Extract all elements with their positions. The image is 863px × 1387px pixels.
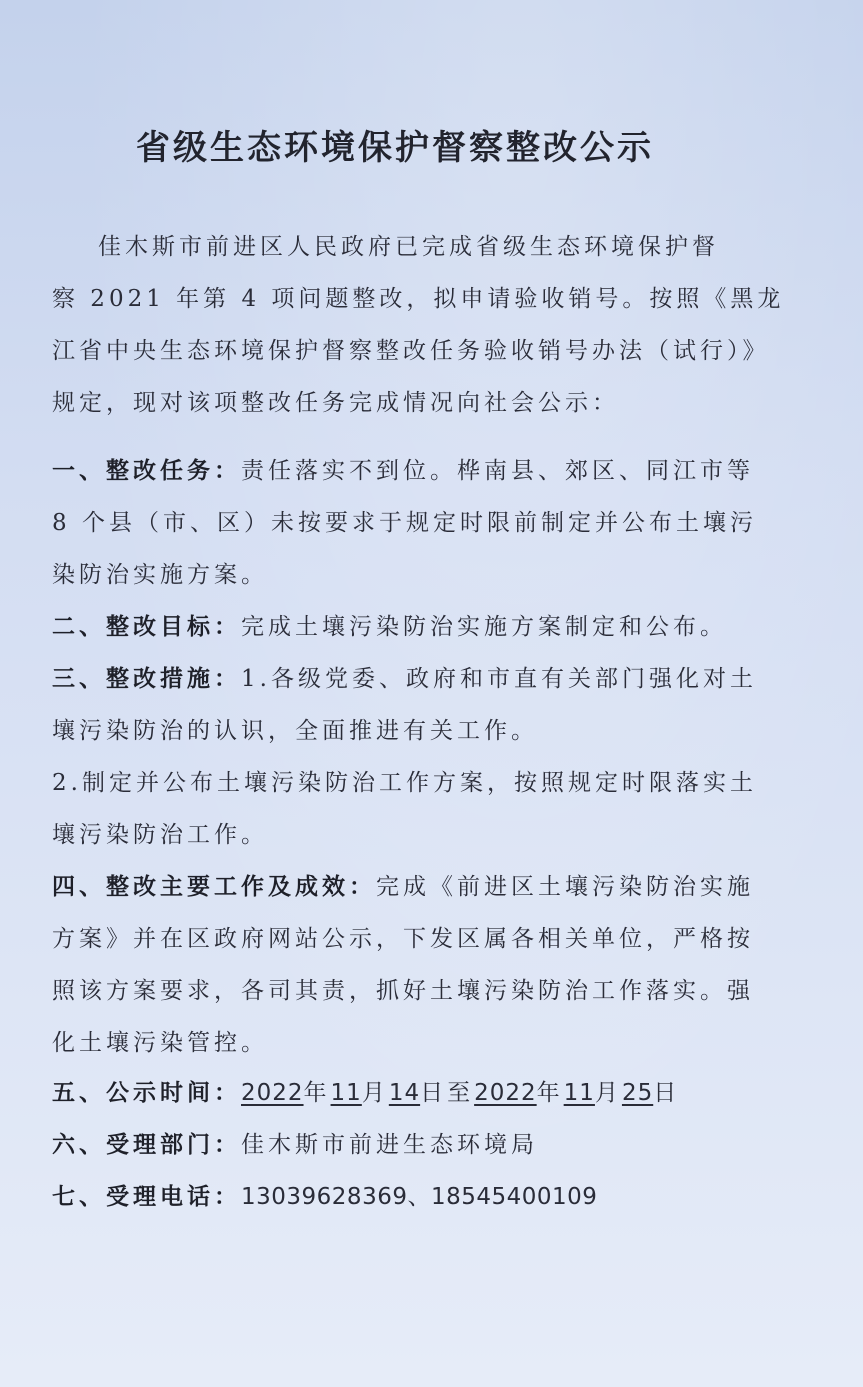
- start-year: 2022: [241, 1080, 304, 1106]
- section-4-line-2: 方案》并在区政府网站公示，下发区属各相关单位，严格按: [52, 926, 754, 952]
- phone-numbers: 13039628369、18545400109: [241, 1184, 598, 1210]
- section-1-line-3: 染防治实施方案。: [52, 562, 268, 588]
- section-2-text: 完成土壤污染防治实施方案制定和公布。: [241, 614, 727, 640]
- intro-line-2: 察 2021 年第 4 项问题整改，拟申请验收销号。按照《黑龙: [52, 286, 785, 312]
- intro-line-3: 江省中央生态环境保护督察整改任务验收销号办法（试行）》: [52, 338, 770, 364]
- year-char-1: 年: [303, 1080, 331, 1106]
- section-7-line: [52, 1182, 752, 1212]
- end-day: 25: [621, 1080, 654, 1106]
- section-1-text: 责任落实不到位。桦南县、郊区、同江市等: [241, 458, 754, 484]
- section-3-line-3: 2.制定并公布土壤污染防治工作方案，按照规定时限落实土: [52, 770, 757, 796]
- section-1-label: 一、整改任务：: [52, 458, 241, 484]
- section-4-label: 四、整改主要工作及成效：: [52, 874, 376, 900]
- start-day: 14: [388, 1080, 421, 1106]
- section-3-line-1: [52, 664, 757, 694]
- section-2-line: [52, 612, 752, 642]
- intro-line-4: 规定，现对该项整改任务完成情况向社会公示：: [52, 390, 619, 416]
- section-1-line-2: 8 个县（市、区）未按要求于规定时限前制定并公布土壤污: [52, 510, 757, 536]
- section-4-line-1: [52, 872, 752, 902]
- year-char-2: 年: [536, 1080, 564, 1106]
- section-2-label: 二、整改目标：: [52, 614, 241, 640]
- month-char-1: 月: [361, 1080, 389, 1106]
- section-3-line-2: 壤污染防治的认识，全面推进有关工作。: [52, 718, 538, 744]
- section-1-line-1: [52, 456, 752, 486]
- section-3-line-4: 壤污染防治工作。: [52, 822, 268, 848]
- to-char: 日至: [420, 1080, 475, 1106]
- section-3-label: 三、整改措施：: [52, 666, 241, 692]
- section-3-text: 1.各级党委、政府和市直有关部门强化对土: [241, 666, 757, 692]
- section-6-label: 六、受理部门：: [52, 1132, 241, 1158]
- start-month: 11: [330, 1080, 362, 1106]
- section-4-line-3: 照该方案要求，各司其责，抓好土壤污染防治工作落实。强: [52, 978, 754, 1004]
- end-year: 2022: [474, 1080, 537, 1106]
- section-5-label: 五、公示时间：: [52, 1080, 241, 1106]
- section-4-text: 完成《前进区土壤污染防治实施: [376, 874, 754, 900]
- end-month: 11: [563, 1080, 595, 1106]
- day-char: 日: [653, 1080, 681, 1106]
- month-char-2: 月: [594, 1080, 622, 1106]
- page-title: 省级生态环境保护督察整改公示: [136, 128, 654, 168]
- section-6-text: 佳木斯市前进生态环境局: [241, 1132, 538, 1158]
- intro-line-1: 佳木斯市前进区人民政府已完成省级生态环境保护督: [98, 234, 719, 260]
- section-6-line: [52, 1130, 752, 1160]
- section-5-line: [52, 1078, 752, 1108]
- section-4-line-4: 化土壤污染管控。: [52, 1030, 268, 1056]
- section-7-label: 七、受理电话：: [52, 1184, 241, 1210]
